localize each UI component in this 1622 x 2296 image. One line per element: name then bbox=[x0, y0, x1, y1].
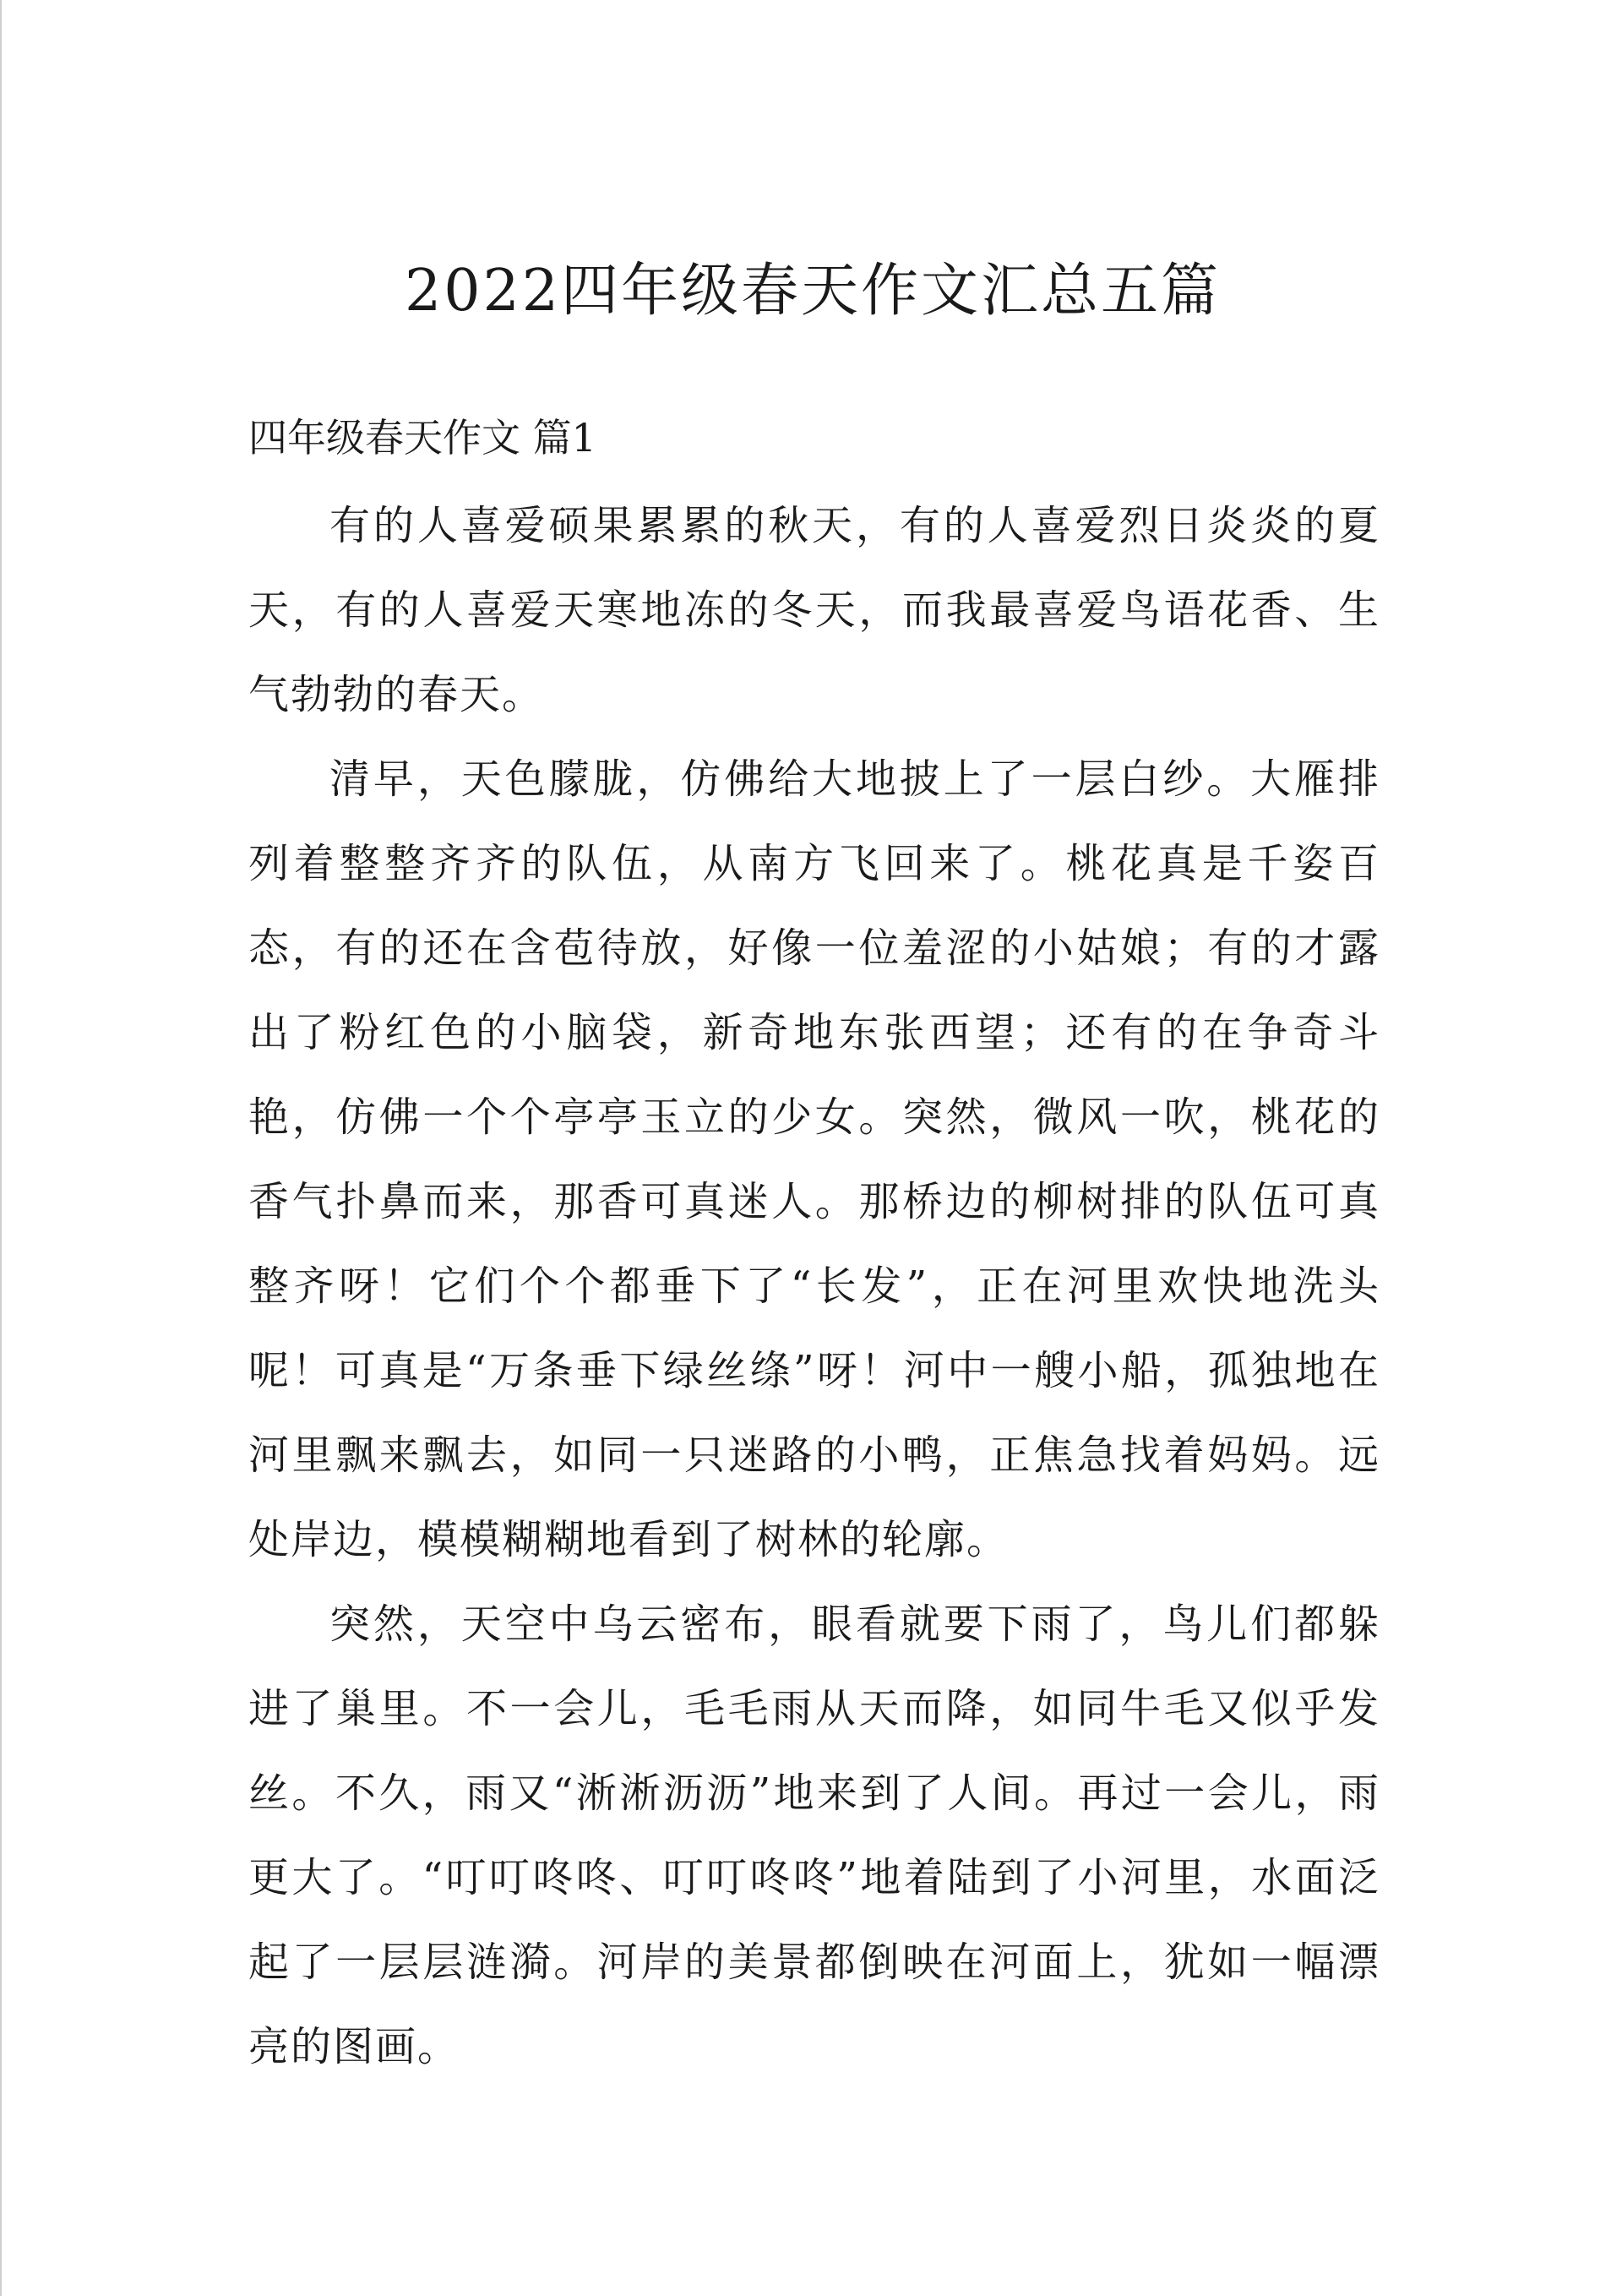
paragraph: 清早，天色朦胧，仿佛给大地披上了一层白纱。大雁排列着整整齐齐的队伍，从南方飞回来了。桃花真是千姿百态，有的还在含苞待放，好像一位羞涩的小姑娘；有的才露出了粉红色的小脑袋，新奇地东张西望；还有的在争奇斗艳，仿佛一个个亭亭玉立的少女。突然，微风一吹，桃花的香气扑鼻而来，那香可真迷人。那桥边的柳树排的队伍可真整齐呀！它们个个都垂下了“长发”，正在河里欢快地洗头呢！可真是“万条垂下绿丝绦”呀！河中一艘小船，孤独地在河里飘来飘去，如同一只迷路的小鸭，正焦急找着妈妈。远处岸边，模模糊糊地看到了树林的轮廓。 bbox=[248, 755, 1380, 1563]
essay-heading: 四年级春天作文 篇1 bbox=[248, 415, 596, 461]
paragraph: 有的人喜爱硕果累累的秋天，有的人喜爱烈日炎炎的夏天，有的人喜爱天寒地冻的冬天，而我最喜爱鸟语花香、生气勃勃的春天。 bbox=[248, 502, 1380, 718]
essay-body bbox=[248, 483, 1380, 2089]
paragraph: 突然，天空中乌云密布，眼看就要下雨了，鸟儿们都躲进了巢里。不一会儿，毛毛雨从天而降，如同牛毛又似乎发丝。不久，雨又“淅淅沥沥”地来到了人间。再过一会儿，雨更大了。“叮叮咚咚、叮叮咚咚”地着陆到了小河里，水面泛起了一层层涟漪。河岸的美景都倒映在河面上，犹如一幅漂亮的图画。 bbox=[248, 1601, 1380, 2070]
document-title: 2022四年级春天作文汇总五篇 bbox=[404, 258, 1222, 324]
